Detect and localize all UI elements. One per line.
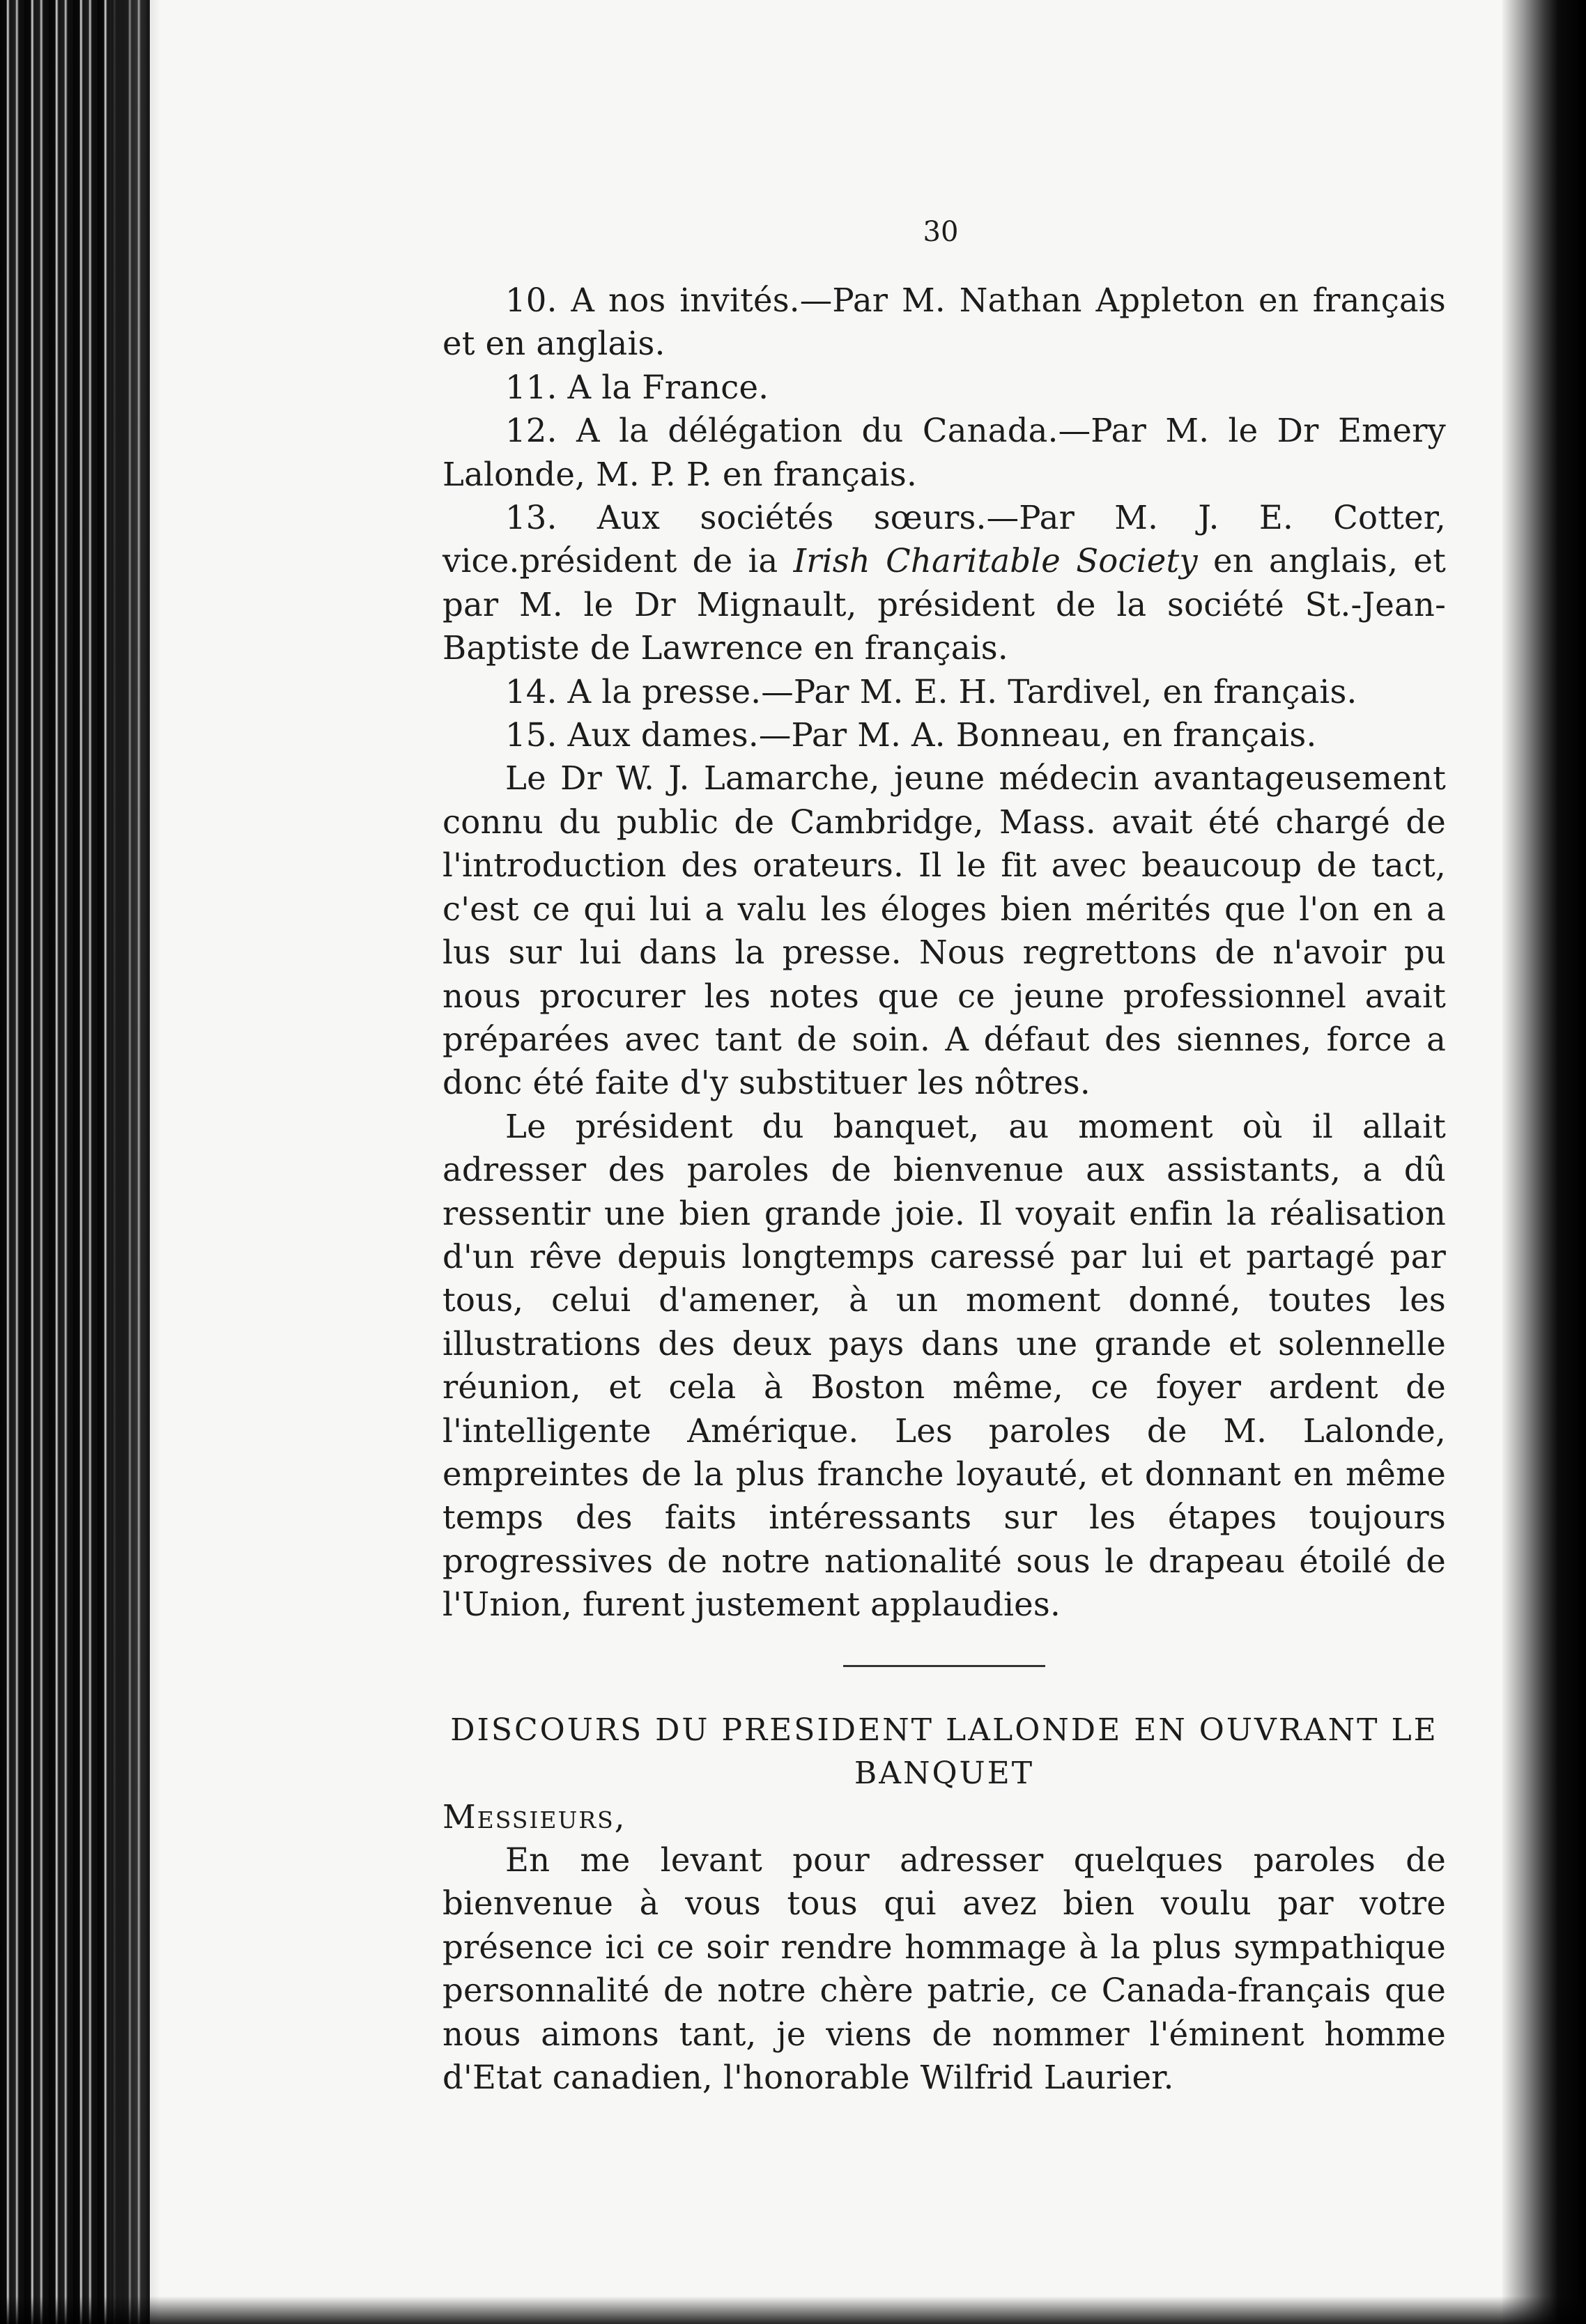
toast-text: en anglais, et par M. le Dr Mignault, président de la société St.-Jean-Baptiste de Lawrence en français.: [442, 542, 1446, 667]
toast-item: [442, 279, 1446, 366]
society-name: Irish Charitable Society: [793, 542, 1198, 580]
body-paragraph: Le Dr W. J. Lamarche, jeune médecin avantageusement connu du public de Cambridge, Mass. avait été chargé de l'introduction des orateurs. Il le fit avec beaucoup de tact, c'est ce qui lui a valu les éloges bien mérités que l'on en a lus sur lui dans la presse. Nous regrettons de n'avoir pu nous procurer les notes que ce jeune professionnel avait préparées avec tant de soin. A défaut des siennes, force a donc été faite d'y substituer les nôtres.: [442, 759, 1446, 1102]
toast-item: [442, 496, 1446, 670]
toast-text: A la France.: [567, 368, 769, 406]
toast-text: Aux dames.—Par M. A. Bonneau, en français.: [567, 716, 1317, 754]
page-right-edge: [1502, 0, 1586, 2324]
toast-text: Aux sociétés sœurs.—Par M. J. E. Cotter, vice.président de ia: [442, 499, 1447, 580]
toast-item: [442, 670, 1446, 713]
toast-text: A la presse.—Par M. E. H. Tardivel, en français.: [567, 672, 1357, 711]
section-divider: [843, 1665, 1045, 1667]
toast-text: A la délégation du Canada.—Par M. le Dr Emery Lalonde, M. P. P. en français.: [442, 412, 1447, 493]
toast-number: 14.: [505, 672, 557, 711]
body-paragraph: Le président du banquet, au moment où il allait adresser des paroles de bienvenue aux assistants, a dû ressentir une bien grande joie. Il voyait enfin la réalisation d'un rêve depuis longtemps caressé par lui et partagé par tous, celui d'amener, à un moment donné, toutes les illustrations des deux pays dans une grande et solennelle réunion, et cela à Boston même, ce foyer ardent de l'intelligente Amérique. Les paroles de M. Lalonde, empreintes de la plus franche loyauté, et donnant en même temps des faits intéressants sur les étapes toujours progressives de notre nationalité sous le drapeau étoilé de l'Union, furent justement applaudies.: [442, 1107, 1446, 1624]
toast-item: [442, 713, 1446, 757]
toast-text: A nos invités.—Par M. Nathan Appleton en français et en anglais.: [442, 281, 1446, 363]
toast-number: 15.: [505, 716, 557, 754]
toast-number: 12.: [505, 412, 557, 450]
section-heading: DISCOURS DU PRESIDENT LALONDE EN OUVRANT LE BANQUET: [450, 1712, 1438, 1791]
page-text: [442, 279, 1446, 2099]
page-number: 30: [923, 216, 959, 248]
binding-shadow: [111, 0, 160, 2324]
toast-number: 10.: [505, 281, 557, 319]
toast-item: [442, 409, 1446, 496]
toast-item: [442, 366, 1446, 409]
salutation: Messieurs,: [442, 1797, 626, 1836]
speech-paragraph: En me levant pour adresser quelques paroles de bienvenue à vous tous qui avez bien voulu par votre présence ici ce soir rendre hommage à la plus sympathique personnalité de notre chère patrie, ce Canada-français que nous aimons tant, je viens de nommer l'éminent homme d'Etat canadien, l'honorable Wilfrid Laurier.: [442, 1841, 1446, 2097]
toast-number: 13.: [505, 499, 557, 537]
toast-number: 11.: [505, 368, 557, 406]
page-bottom-edge: [0, 2296, 1586, 2324]
